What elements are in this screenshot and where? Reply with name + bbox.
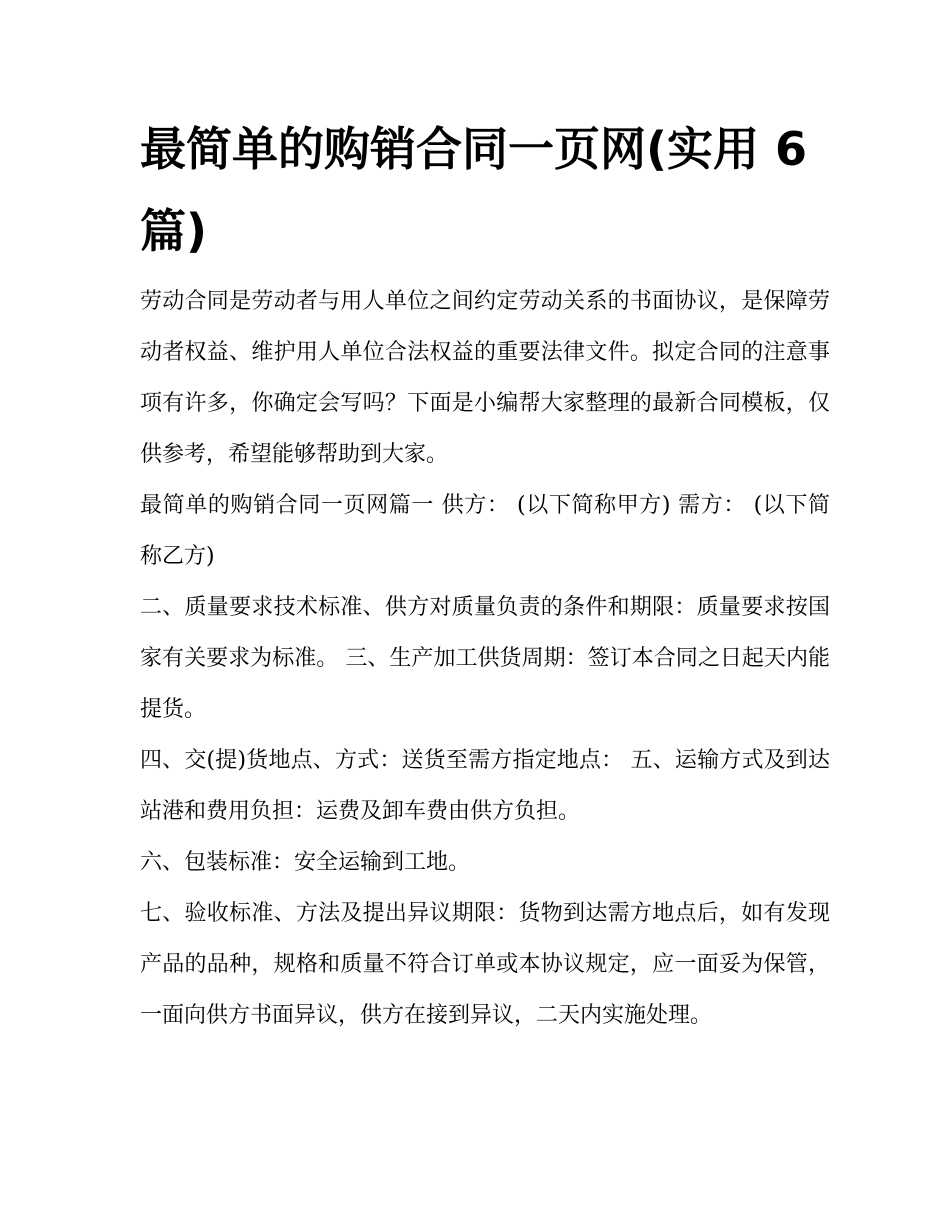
paragraph-acceptance: 七、验收标准、方法及提出异议期限：货物到达需方地点后，如有发现产品的品种，规格和质量不符合订单或本协议规定，应一面妥为保管，一面向供方书面异议，供方在接到异议，二天内实施处理。 xyxy=(140,901,830,1028)
paragraph-parties: 最简单的购销合同一页网篇一 供方： (以下简称甲方) 需方： (以下简称乙方) xyxy=(140,493,830,569)
document-body xyxy=(140,276,830,1041)
document-title: 最简单的购销合同一页网(实用 6 篇) xyxy=(140,122,808,258)
paragraph-delivery: 四、交(提)货地点、方式：送货至需方指定地点： 五、运输方式及到达站港和费用负担：运费及卸车费由供方负担。 xyxy=(140,748,830,824)
paragraph-intro: 劳动合同是劳动者与用人单位之间约定劳动关系的书面协议，是保障劳动者权益、维护用人单位合法权益的重要法律文件。拟定合同的注意事项有许多，你确定会写吗？下面是小编帮大家整理的最新合同模板，仅供参考，希望能够帮助到大家。 xyxy=(140,289,830,467)
paragraph-quality: 二、质量要求技术标准、供方对质量负责的条件和期限：质量要求按国家有关要求为标准。 三、生产加工供货周期：签订本合同之日起天内能提货。 xyxy=(140,595,830,722)
paragraph-packaging: 六、包装标准：安全运输到工地。 xyxy=(140,850,471,875)
